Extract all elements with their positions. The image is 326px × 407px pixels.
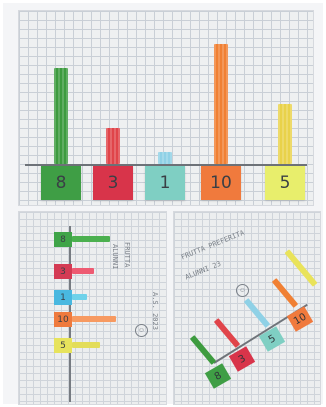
pencil-note-3: A.S. 2023 bbox=[151, 292, 159, 330]
value-note-green: 8 bbox=[41, 166, 81, 200]
value-note-red: 3 bbox=[93, 166, 133, 200]
side-note-red: 3 bbox=[54, 264, 72, 279]
side-note-blue: 1 bbox=[54, 290, 72, 305]
smiley-doodle: ☺ bbox=[135, 324, 148, 337]
pencil-note-1: FRUTTA bbox=[123, 242, 131, 268]
pencil-note-a: FRUTTA PREFERITA bbox=[180, 228, 246, 262]
side-bar-green bbox=[72, 236, 110, 242]
angled-note-1: 3 bbox=[229, 346, 255, 372]
side-bar-orange bbox=[72, 316, 116, 322]
side-note-orange: 10 bbox=[54, 312, 72, 327]
bar-red bbox=[106, 128, 120, 164]
bar-green bbox=[54, 68, 68, 164]
angled-note-2: 5 bbox=[259, 326, 285, 352]
photo-bar-chart-angled bbox=[173, 211, 321, 405]
side-note-yellow: 5 bbox=[54, 338, 72, 353]
angled-bar-yellow bbox=[285, 249, 318, 287]
bar-orange bbox=[214, 44, 228, 164]
bar-yellow bbox=[278, 104, 292, 164]
angled-bar-3 bbox=[272, 278, 298, 308]
side-bar-red bbox=[72, 268, 94, 274]
collage-frame bbox=[3, 3, 323, 404]
angled-bar-1 bbox=[214, 318, 240, 348]
bar-blue bbox=[158, 152, 172, 164]
side-note-green: 8 bbox=[54, 232, 72, 247]
value-note-blue: 1 bbox=[145, 166, 185, 200]
pencil-note-2: ALUNNI bbox=[111, 244, 119, 270]
side-bar-yellow bbox=[72, 342, 100, 348]
value-note-orange: 10 bbox=[201, 166, 241, 200]
angled-note-3: 10 bbox=[287, 306, 313, 332]
photo-bar-chart-sideways bbox=[18, 211, 167, 405]
angled-bar-2 bbox=[244, 298, 270, 328]
value-note-yellow: 5 bbox=[265, 166, 305, 200]
angled-bar-0 bbox=[190, 335, 216, 365]
smiley-doodle-2: ☺ bbox=[236, 284, 249, 297]
photo-bar-chart-front bbox=[18, 10, 314, 206]
pencil-note-b: ALUNNI 23 bbox=[184, 259, 223, 282]
angled-note-0: 8 bbox=[205, 363, 231, 389]
side-bar-blue bbox=[72, 294, 87, 300]
